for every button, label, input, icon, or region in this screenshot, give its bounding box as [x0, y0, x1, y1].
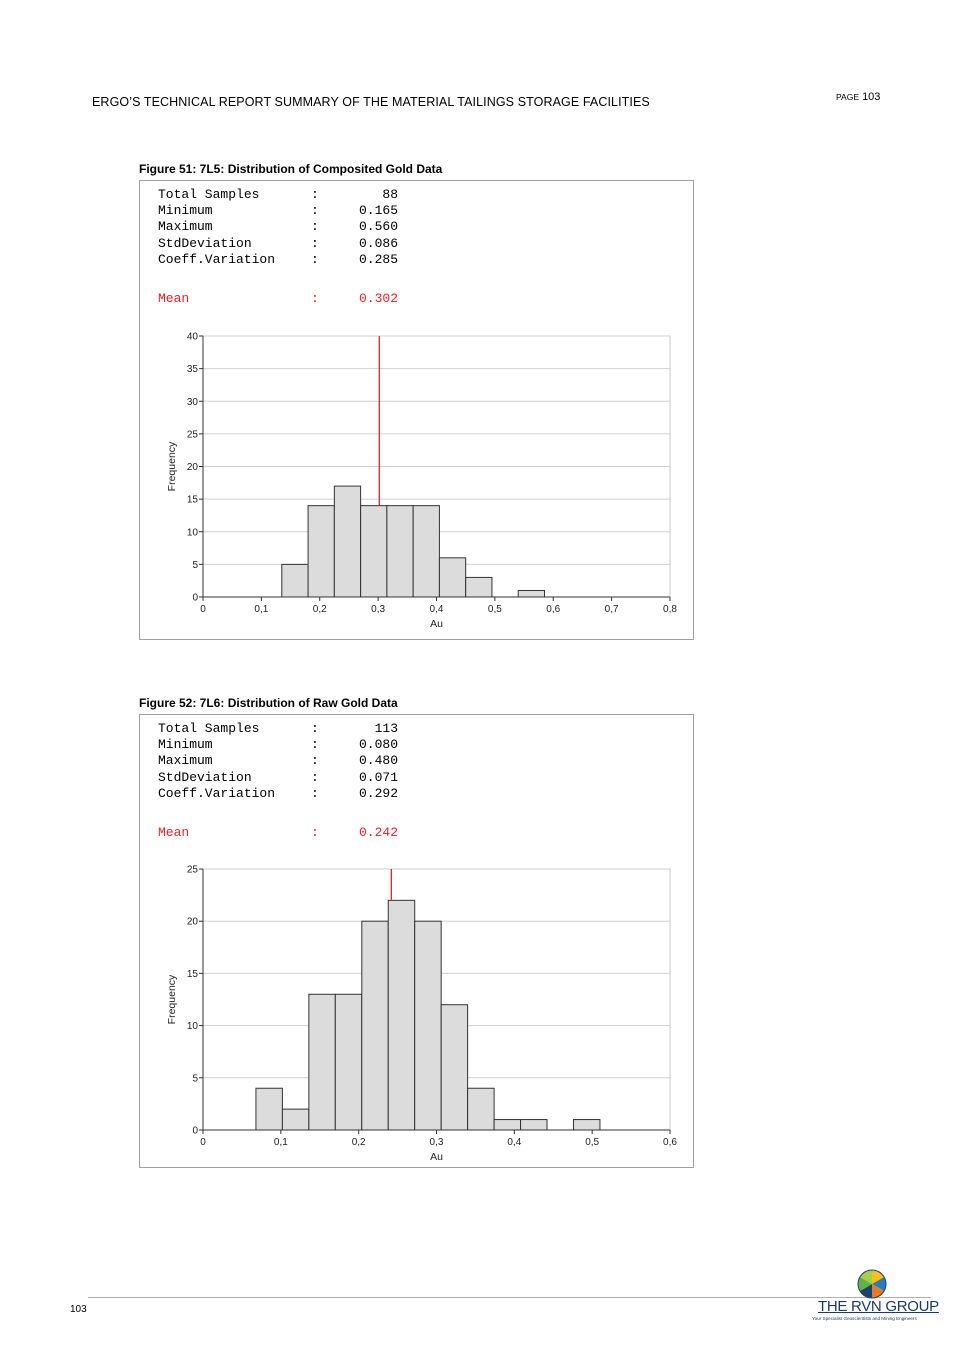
y-axis-label: Frequency — [166, 441, 178, 492]
y-tick-label: 5 — [192, 559, 198, 571]
stat-label: Coeff.Variation — [158, 785, 276, 801]
stat-label: Maximum — [158, 753, 213, 769]
page-number: 103 — [862, 91, 881, 103]
histogram-bar — [308, 506, 334, 597]
y-tick-label: 0 — [192, 1125, 198, 1137]
histogram-bar — [413, 506, 439, 597]
stat-value: 0.165 — [358, 203, 398, 219]
logo-tagline: Your Specialist Geoscientists and Mining Engineers — [812, 1316, 917, 1321]
x-tick-label: 0,7 — [604, 604, 619, 615]
stat-colon: : — [311, 769, 319, 785]
histogram-bar — [361, 506, 387, 597]
histogram-bar — [439, 558, 465, 597]
stat-colon: : — [311, 824, 319, 840]
stat-value: 0.086 — [358, 235, 398, 251]
x-tick-label: 0,6 — [546, 604, 561, 615]
y-tick-label: 20 — [186, 916, 198, 928]
stat-colon: : — [311, 251, 319, 267]
x-tick-label: 0,1 — [273, 1137, 288, 1148]
histogram-bar — [282, 564, 308, 597]
stat-value: 0.560 — [358, 219, 398, 235]
y-tick-label: 15 — [186, 494, 198, 506]
x-tick-label: 0,5 — [487, 604, 502, 615]
histogram-bar — [387, 506, 413, 597]
y-axis-label: Frequency — [166, 974, 178, 1025]
x-axis-label: Au — [430, 1151, 443, 1163]
histogram-bar — [518, 590, 544, 597]
stat-label: Mean — [158, 290, 190, 306]
x-tick-label: 0,2 — [312, 604, 327, 615]
figure-52-histogram — [140, 715, 693, 1167]
stat-value: 0.071 — [358, 769, 398, 785]
stat-colon: : — [311, 219, 319, 235]
y-tick-label: 15 — [186, 968, 198, 980]
stat-value: 0.292 — [358, 785, 398, 801]
stat-label: Total Samples — [158, 187, 260, 202]
x-tick-label: 0,4 — [507, 1137, 522, 1148]
stat-colon: : — [311, 187, 319, 202]
y-tick-label: 10 — [186, 1021, 198, 1033]
x-tick-label: 0,3 — [371, 604, 386, 615]
stat-value: 0.080 — [358, 737, 398, 753]
x-tick-label: 0,6 — [663, 1137, 677, 1148]
stat-value: 113 — [374, 721, 398, 736]
stat-label: StdDeviation — [158, 769, 252, 785]
footer-page-number: 103 — [70, 1304, 87, 1315]
x-tick-label: 0,3 — [429, 1137, 444, 1148]
x-tick-label: 0,5 — [585, 1137, 600, 1148]
figure-51-caption: Figure 51: 7L5: Distribution of Composited Gold Data — [139, 162, 443, 176]
rvn-group-logo — [812, 1268, 939, 1328]
stat-value: 0.242 — [358, 824, 398, 840]
page-label: PAGE — [836, 92, 859, 102]
histogram-bar — [415, 921, 441, 1130]
histogram-bar — [309, 994, 335, 1130]
y-tick-label: 5 — [192, 1073, 198, 1085]
y-tick-label: 25 — [186, 429, 198, 441]
stat-value: 88 — [382, 187, 398, 202]
stat-label: Mean — [158, 824, 190, 840]
x-tick-label: 0 — [200, 604, 206, 615]
histogram-bar — [388, 900, 414, 1130]
x-tick-label: 0,1 — [254, 604, 269, 615]
figure-52-panel — [139, 714, 694, 1168]
x-tick-label: 0,2 — [351, 1137, 366, 1148]
x-tick-label: 0,8 — [663, 604, 677, 615]
histogram-bar — [334, 486, 360, 597]
stat-label: Minimum — [158, 737, 213, 753]
figure-52-caption: Figure 52: 7L6: Distribution of Raw Gold Data — [139, 696, 398, 710]
histogram-bar — [494, 1120, 520, 1130]
logo-text: THE RVN GROUP — [818, 1298, 939, 1315]
histogram-bar — [335, 994, 361, 1130]
y-tick-label: 20 — [186, 462, 198, 473]
x-tick-label: 0 — [200, 1137, 206, 1148]
figure-51-histogram — [140, 181, 693, 639]
histogram-bar — [468, 1088, 494, 1130]
stat-colon: : — [311, 737, 319, 753]
rvn-pie-logo-icon — [812, 1268, 932, 1300]
stat-colon: : — [311, 203, 319, 219]
stat-label: StdDeviation — [158, 235, 252, 251]
stat-colon: : — [311, 785, 319, 801]
histogram-bar — [256, 1088, 282, 1130]
histogram-bar — [573, 1120, 599, 1130]
report-title: ERGO’S TECHNICAL REPORT SUMMARY OF THE MATERIAL TAILINGS STORAGE FACILITIES — [92, 95, 650, 109]
stat-colon: : — [311, 753, 319, 769]
histogram-bar — [521, 1120, 547, 1130]
y-tick-label: 0 — [192, 592, 198, 604]
y-tick-label: 40 — [186, 331, 198, 343]
y-tick-label: 30 — [186, 396, 198, 408]
stat-label: Minimum — [158, 203, 213, 219]
histogram-bar — [466, 577, 492, 597]
stat-label: Total Samples — [158, 721, 260, 736]
stat-label: Maximum — [158, 219, 213, 235]
footer-divider — [88, 1297, 931, 1298]
histogram-bar — [282, 1109, 308, 1130]
figure-51-panel — [139, 180, 694, 640]
x-tick-label: 0,4 — [429, 604, 444, 615]
stat-colon: : — [311, 290, 319, 306]
stat-value: 0.480 — [358, 753, 398, 769]
stat-colon: : — [311, 235, 319, 251]
y-tick-label: 25 — [186, 864, 198, 876]
histogram-bar — [362, 921, 388, 1130]
y-tick-label: 35 — [186, 364, 198, 376]
stat-value: 0.285 — [358, 251, 398, 267]
stat-label: Coeff.Variation — [158, 251, 276, 267]
header-page-number — [836, 91, 880, 103]
histogram-bar — [441, 1005, 467, 1130]
stat-colon: : — [311, 721, 319, 736]
stat-value: 0.302 — [358, 290, 398, 306]
x-axis-label: Au — [430, 618, 443, 630]
y-tick-label: 10 — [186, 527, 198, 539]
